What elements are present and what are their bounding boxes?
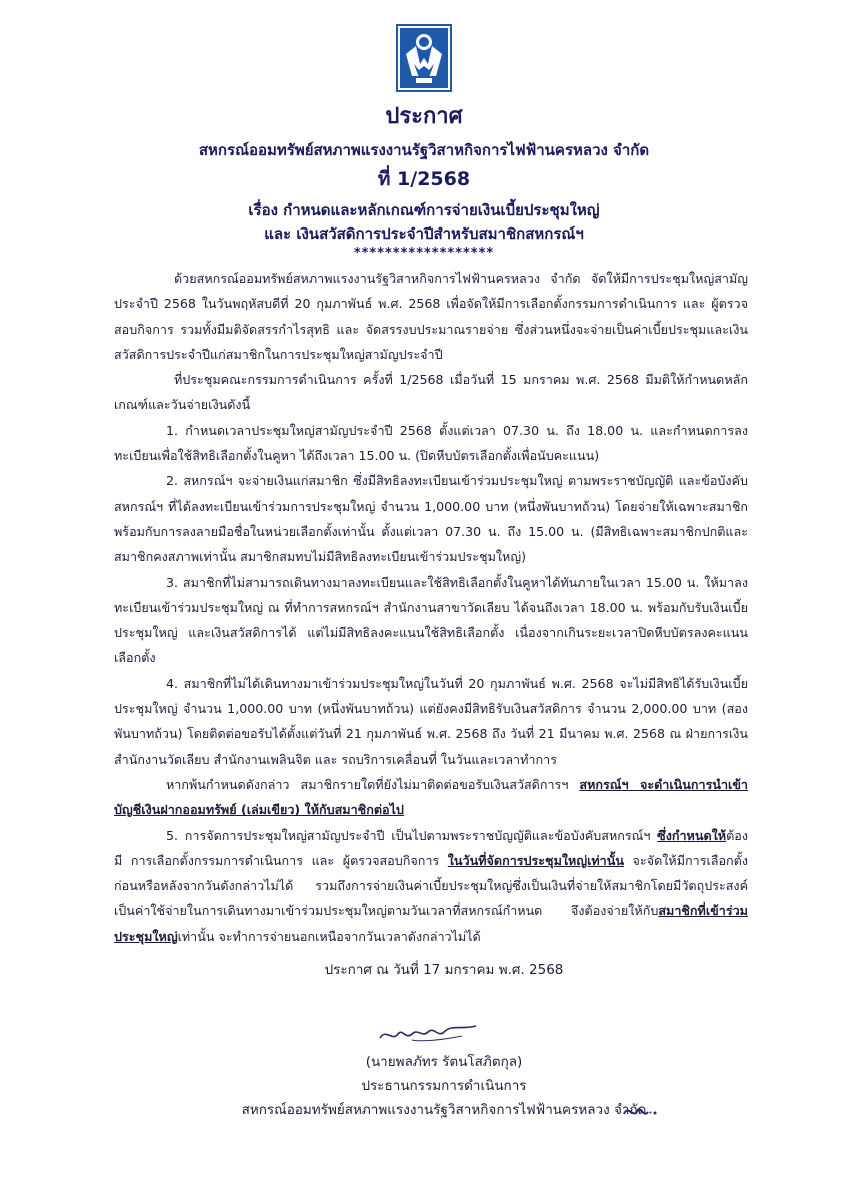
after-deadline-text: หากพ้นกำหนดดังกล่าว สมาชิกรายใดที่ยังไม่มาติดต่อขอรับเงินสวัสดิการฯ [166, 776, 580, 792]
signature-block [0, 958, 848, 1118]
organization-name: สหกรณ์ออมทรัพย์สหภาพแรงงานรัฐวิสาหกิจการไฟฟ้านครหลวง จำกัด [198, 141, 650, 159]
item-4: 4. สมาชิกที่ไม่ได้เดินทางมาเข้าร่วมประชุมใหญ่ในวันที่ 20 กุมภาพันธ์ พ.ศ. 2568 จะไม่มีสิทธิได้รับเงินเบี้ยประชุมใหญ่ จำนวน 1,000.00 บาท (หนึ่งพันบาทถ้วน) แต่ยังคงมีสิทธิรับเงินสวัสดิการ จำนวน 2,000.00 บาท (สองพันบาทถ้วน) โดยติดต่อขอรับได้ตั้งแต่วันที่ 21 กุมภาพันธ์ พ.ศ. 2568 ถึง วันที่ 21 มีนาคม พ.ศ. 2568 ณ ฝ่ายการเงิน สำนักงานวัดเลียบ สำนักงานเพลินจิต และ รถบริการเคลื่อนที่ ในวันและเวลาทำการ [114, 675, 748, 767]
signer-position: ประธานกรรมการดำเนินการ [361, 1078, 527, 1094]
item-5-text-e: จะจัดให้มีการเลือกตั้งก่อนหรือหลังจากวันดังกล่าวไม่ได้ รวมถึงการจ่ายเงินค่าเบี้ยประชุมใหญ่ซึ่งเป็นเงินที่จ่ายให้สมาชิกโดยมีวัตถุประสงค์เป็นค่าใช้จ่ายในการเดินทางมาเข้าร่วมประชุมใหญ่ตามวันเวลาที่สหกรณ์กำหนด จึงต้องจ่ายให้กับ [114, 852, 748, 919]
item-5-text-a: 5. การจัดการประชุมใหญ่สามัญประจำปี เป็นไปตามพระราชบัญญัติและข้อบังคับสหกรณ์ฯ [166, 827, 658, 843]
intro-paragraph: ด้วยสหกรณ์ออมทรัพย์สหภาพแรงงานรัฐวิสาหกิจการไฟฟ้านครหลวง จำกัด จัดให้มีการประชุมใหญ่สามัญประจำปี 2568 ในวันพฤหัสบดีที่ 20 กุมภาพันธ์ พ.ศ. 2568 เพื่อจัดให้มีการเลือกตั้งกรรมการดำเนินการ และ ผู้ตรวจสอบกิจการ รวมทั้งมีมติจัดสรรกำไรสุทธิ และ จัดสรรงบประมาณรายจ่าย ซึ่งส่วนหนึ่งจะจ่ายเป็นค่าเบี้ยประชุมและเงินสวัสดิการประจำปีแก่สมาชิกในการประชุมใหญ่สามัญประจำปี [114, 271, 748, 362]
item-5-text-g: เท่านั้น จะทำการจ่ายนอกเหนือจากวันเวลาดังกล่าวไม่ได้ [177, 928, 481, 944]
item-5-text-c: ต้องมี การเลือกตั้งกรรมการดำเนินการ และ ผู้ตรวจสอบกิจการ [114, 827, 748, 868]
handwritten-initial [620, 1098, 660, 1122]
subject-line-2: และ เงินสวัสดิการประจำปีสำหรับสมาชิกสหกรณ์ฯ [264, 225, 584, 243]
after-deadline-paragraph [114, 772, 748, 823]
signer-name: (นายพลภัทร รัตนโสภิตกุล) [365, 1054, 523, 1070]
item-5-emphasis-d: ในวันที่จัดการประชุมใหญ่เท่านั้น [447, 852, 624, 868]
item-2: 2. สหกรณ์ฯ จะจ่ายเงินแก่สมาชิก ซึ่งมีสิทธิลงทะเบียนเข้าร่วมประชุมใหญ่ ตามพระราชบัญญัติ และข้อบังคับสหกรณ์ฯ ที่ได้ลงทะเบียนเข้าร่วมการประชุมใหญ่ จำนวน 1,000.00 บาท (หนึ่งพันบาทถ้วน) โดยจ่ายให้เฉพาะสมาชิก พร้อมกับการลงลายมือชื่อในหน่วยเลือกตั้งเท่านั้น ตั้งแต่เวลา 07.30 น. ถึง 15.00 น. (มีสิทธิเฉพาะสมาชิกปกติและสมาชิกคงสภาพเท่านั้น สมาชิกสมทบไม่มีสิทธิลงทะเบียนเข้าร่วมประชุมใหญ่) [114, 473, 748, 565]
after-deadline-emphasis: สหกรณ์ฯ จะดำเนินการนำเข้าบัญชีเงินฝากออมทรัพย์ (เล่มเขียว) ให้กับสมาชิกต่อไป [114, 776, 748, 818]
item-3: 3. สมาชิกที่ไม่สามารถเดินทางมาลงทะเบียนและใช้สิทธิเลือกตั้งในคูหาได้ทันภายในเวลา 15.00 น. ให้มาลงทะเบียนเข้าร่วมประชุมใหญ่ ณ ที่ทำการสหกรณ์ฯ สำนักงานสาขาวัดเลียบ ได้จนถึงเวลา 18.00 น. พร้อมกับรับเงินเบี้ยประชุมใหญ่ และเงินสวัสดิการได้ แต่ไม่มีสิทธิลงคะแนนใช้สิทธิเลือกตั้ง เนื่องจากเกินระยะเวลาปิดหีบบัตรลงคะแนนเลือกตั้ง [114, 574, 748, 666]
announcement-body [114, 266, 748, 949]
item-5-emphasis-f: สมาชิกที่เข้าร่วมประชุมใหญ่ [114, 903, 748, 944]
item-5 [114, 823, 748, 949]
resolution-paragraph: ที่ประชุมคณะกรรมการดำเนินการ ครั้งที่ 1/2568 เมื่อวันที่ 15 มกราคม พ.ศ. 2568 มีมติให้กำหนดหลักเกณฑ์และวันจ่ายเงินดังนี้ [114, 372, 748, 413]
announce-date: ประกาศ ณ วันที่ 17 มกราคม พ.ศ. 2568 [324, 962, 564, 978]
separator: ****************** [353, 246, 495, 261]
item-5-emphasis-b: ซึ่งกำหนดให้ [657, 827, 727, 843]
subject-line-1: เรื่อง กำหนดและหลักเกณฑ์การจ่ายเงินเบี้ยประชุมใหญ่ [248, 201, 600, 219]
item-1: 1. กำหนดเวลาประชุมใหญ่สามัญประจำปี 2568 ตั้งแต่เวลา 07.30 น. ถึง 18.00 น. และกำหนดการลงทะเบียนเพื่อใช้สิทธิเลือกตั้งในคูหา ได้ถึงเวลา 15.00 น. (ปิดหีบบัตรเลือกตั้งเพื่อนับคะแนน) [114, 422, 748, 464]
signer-organization: สหกรณ์ออมทรัพย์สหภาพแรงงานรัฐวิสาหกิจการไฟฟ้านครหลวง จำกัด [241, 1102, 647, 1118]
announcement-number: ที่ 1/2568 [377, 168, 471, 190]
cooperative-emblem-icon [396, 24, 452, 92]
handwritten-signature [372, 1018, 482, 1048]
page-title: ประกาศ [385, 104, 463, 129]
